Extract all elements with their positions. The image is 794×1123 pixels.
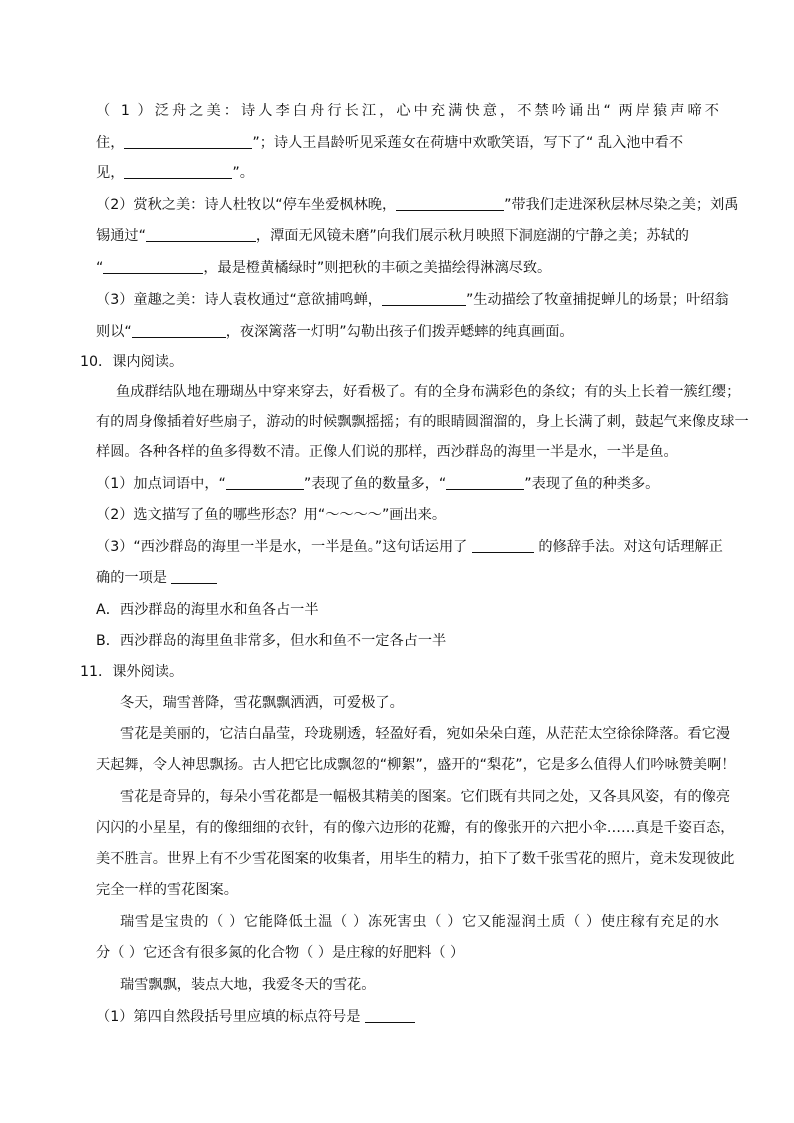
q10-subquestion-3-line1: （3）“西沙群岛的海里一半是水，一半是鱼。”这句话运用了 的修辞手法。对这句话理解正 [96,539,723,555]
answer-blank[interactable] [103,259,203,274]
answer-blank[interactable] [146,227,256,242]
q10-passage-line2: 有的周身像插着好些扇子，游动的时候飘飘摇摇；有的眼睛圆溜溜的，身上长满了刺，鼓起气来像皮球一 [96,414,749,430]
q11-paragraph-3-line3: 美不胜言。世界上有不少雪花图案的收集者，用毕生的精力，拍下了数千张雪花的照片，竟未发现彼此 [96,851,735,867]
q10-passage-line1: 鱼成群结队地在珊瑚丛中穿来穿去，好看极了。有的全身布满彩色的条纹；有的头上长着一簇红缨； [116,384,741,400]
answer-blank[interactable] [446,475,524,490]
q10-subquestion-1: （1）加点词语中，“ ”表现了鱼的数量多，“ ”表现了鱼的种类多。 [96,476,660,492]
answer-blank[interactable] [472,538,534,553]
answer-blank[interactable] [124,134,252,149]
answer-blank[interactable] [171,569,217,584]
q9-part2-line3: “ ，最是橙黄橘绿时”则把秋的丰硕之美描绘得淋漓尽致。 [96,260,552,276]
q11-paragraph-3-line4: 完全一样的雪花图案。 [96,882,238,898]
answer-blank[interactable] [226,475,304,490]
answer-blank[interactable] [132,323,226,338]
q10-subquestion-2: （2）选文描写了鱼的哪些形态？用“～～～～”画出来。 [96,507,447,523]
q9-part2-line2: 锡通过“ ，潭面无风镜未磨”向我们展示秋月映照下洞庭湖的宁静之美；苏轼的 [96,228,689,244]
q10-option-b[interactable]: B．西沙群岛的海里鱼非常多，但水和鱼不一定各占一半 [96,633,447,649]
q11-paragraph-2-line2: 天起舞，令人神思飘扬。古人把它比成飘忽的“柳絮”，盛开的“梨花”，它是多么值得人们吟咏赞美啊！ [96,757,736,773]
answer-blank[interactable] [124,164,232,179]
q11-subquestion-1: （1）第四自然段括号里应填的标点符号是 [96,1007,415,1027]
q10-passage-line3: 样圆。各种各样的鱼多得数不清。正像人们说的那样，西沙群岛的海里一半是水，一半是鱼。 [96,444,678,460]
q11-paragraph-3-line1: 雪花是奇异的，每朵小雪花都是一幅极其精美的图案。它们既有共同之处，又各具风姿，有的像亮 [120,789,731,805]
q11-heading: 11．课外阅读。 [80,664,184,680]
q10-option-a[interactable]: A．西沙群岛的海里水和鱼各占一半 [96,602,319,618]
answer-blank[interactable] [365,1008,415,1023]
q10-subquestion-3-line2: 确的一项是 [96,568,217,588]
q11-paragraph-1: 冬天，瑞雪普降，雪花飘飘洒洒，可爱极了。 [120,695,404,711]
q9-part3-line2: 则以“ ，夜深篱落一灯明”勾勒出孩子们拨弄蟋蟀的纯真画面。 [96,324,574,340]
q11-paragraph-3-line2: 闪闪的小星星，有的像细细的衣针，有的像六边形的花瓣，有的像张开的六把小伞……真是千姿百态， [96,820,735,836]
q11-paragraph-4-line1: 瑞雪是宝贵的（ ）它能降低土温（ ）冻死害虫（ ）它又能湿润土质（ ）使庄稼有充足的水 [120,914,719,930]
q10-heading: 10．课内阅读。 [80,354,184,370]
q9-part3-line1: （3）童趣之美：诗人袁枚通过“意欲捕鸣蝉， ”生动描绘了牧童捕捉蝉儿的场景；叶绍翁 [96,292,729,308]
q9-part1-line2: 住， ”；诗人王昌龄听见采莲女在荷塘中欢歌笑语，写下了“ 乱入池中看不 [96,135,684,151]
q9-part1-line1: （ 1 ）泛舟之美：诗人李白舟行长江，心中充满快意，不禁吟诵出“ 两岸猿声啼不 [96,103,719,119]
answer-blank[interactable] [396,196,504,211]
answer-blank[interactable] [382,291,466,306]
q9-part2-line1: （2）赏秋之美：诗人杜牧以“停车坐爱枫林晚， ”带我们走进深秋层林尽染之美；刘禹 [96,197,739,213]
q9-part1-line3: 见， ”。 [96,165,254,181]
q11-paragraph-2-line1: 雪花是美丽的，它洁白晶莹，玲珑剔透，轻盈好看，宛如朵朵白莲，从茫茫太空徐徐降落。看它漫 [120,726,731,742]
q11-paragraph-4-line2: 分（ ）它还含有很多氮的化合物（ ）是庄稼的好肥料（ ） [96,945,465,961]
q11-paragraph-5: 瑞雪飘飘，装点大地，我爱冬天的雪花。 [120,977,376,993]
